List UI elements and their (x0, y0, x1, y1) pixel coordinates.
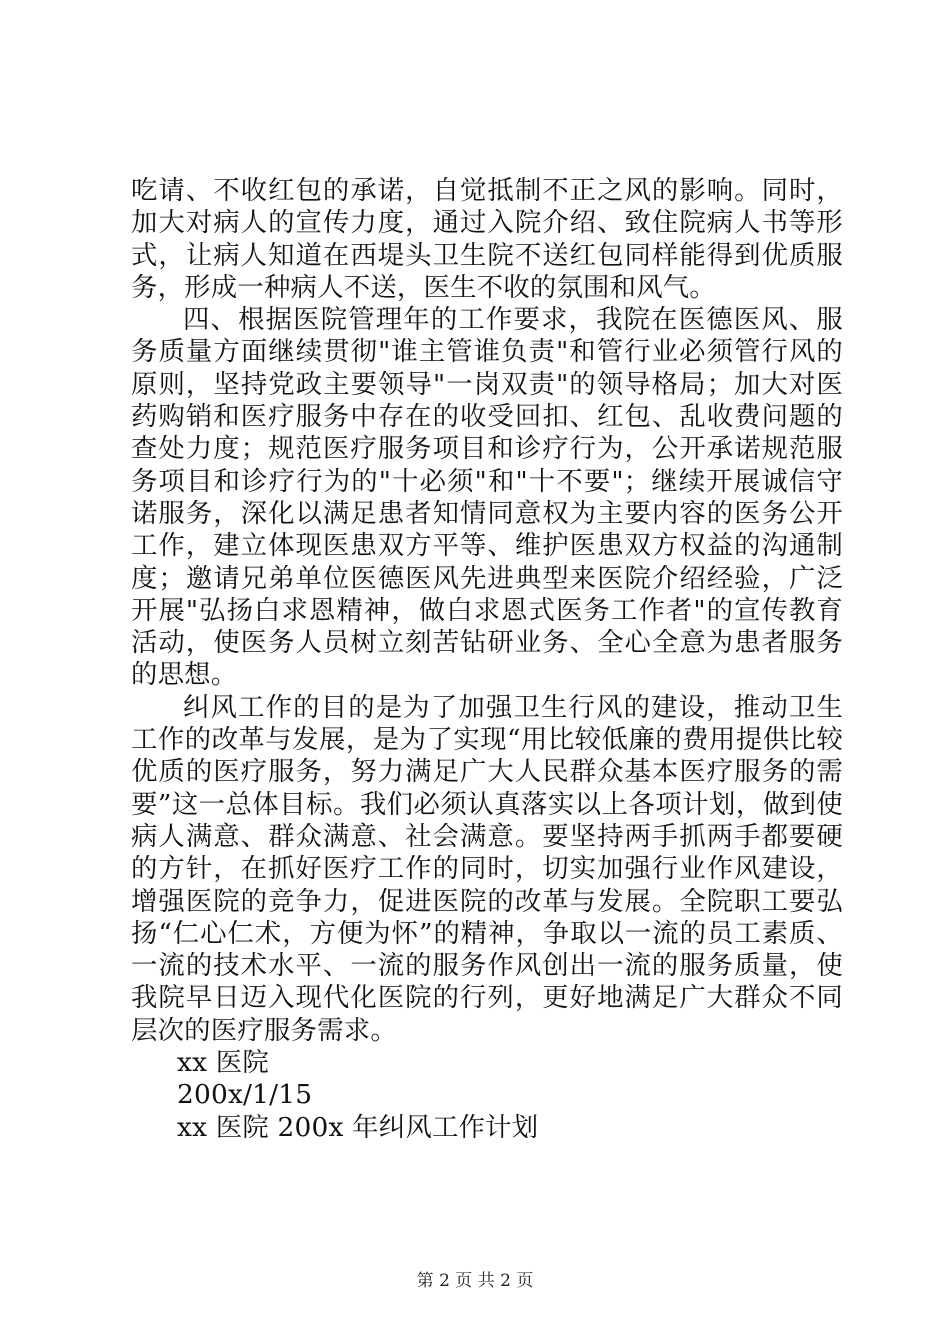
paragraph-1: 吃请、不收红包的承诺，自觉抵制不正之风的影响。同时，加大对病人的宣传力度，通过入院介绍、致住院病人书等形式，让病人知道在西堤头卫生院不送红包同样能得到优质服务，形成一种病人不送，医生不收的氛围和风气。 (131, 175, 843, 303)
paragraph-2: 四、根据医院管理年的工作要求，我院在医德医风、服务质量方面继续贯彻"谁主管谁负责"和管行业必须管行风的原则，坚持党政主要领导"一岗双责"的领导格局；加大对医药购销和医疗服务中存在的收受回扣、红包、乱收费问题的查处力度；规范医疗服务项目和诊疗行为，公开承诺规范服务项目和诊疗行为的"十必须"和"十不要"；继续开展诚信守诺服务，深化以满足患者知情同意权为主要内容的医务公开工作，建立体现医患双方平等、维护医患双方权益的沟通制度；邀请兄弟单位医德医风先进典型来医院介绍经验，广泛开展"弘扬白求恩精神，做白求恩式医务工作者"的宣传教育活动，使医务人员树立刻苦钻研业务、全心全意为患者服务的思想。 (131, 304, 843, 691)
paragraph-3: 纠风工作的目的是为了加强卫生行风的建设，推动卫生工作的改革与发展，是为了实现“用比较低廉的费用提供比较优质的医疗服务，努力满足广大人民群众基本医疗服务的需要”这一总体目标。我们必须认真落实以上各项计划，做到使病人满意、群众满意、社会满意。要坚持两手抓两手都要硬的方针，在抓好医疗工作的同时，切实加强行业作风建设，增强医院的竞争力，促进医院的改革与发展。全院职工要弘扬“仁心仁术，方便为怀”的精神，争取以一流的员工素质、一流的技术水平、一流的服务作风创出一流的服务质量，使我院早日迈入现代化医院的行列，更好地满足广大群众不同层次的医疗服务需求。 (131, 691, 843, 1046)
document-body (131, 175, 843, 1144)
document-title-line: xx 医院 200x 年纠风工作计划 (177, 1111, 539, 1143)
signature-date: 200x/1/15 (177, 1079, 313, 1111)
page-footer: 第 2 页 共 2 页 (416, 1271, 534, 1291)
signature-organization: xx 医院 (177, 1047, 269, 1079)
